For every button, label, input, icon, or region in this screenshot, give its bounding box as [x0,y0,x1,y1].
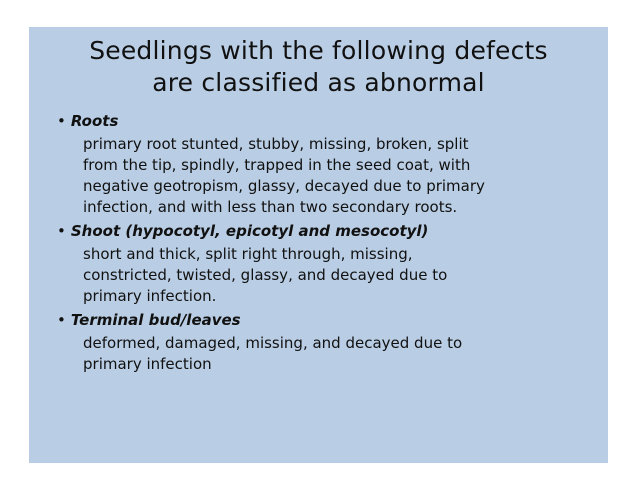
section-body [57,333,597,375]
section-roots [57,111,597,218]
section-heading [57,221,597,241]
body-line: from the tip, spindly, trapped in the seed coat, with [83,156,471,174]
bullet-icon: • [57,112,66,130]
title-line-2: are classified as abnormal [152,68,485,97]
bullet-icon: • [57,222,66,240]
heading-text: Roots [70,112,119,130]
body-line: primary root stunted, stubby, missing, broken, split [83,135,469,153]
slide [29,27,608,463]
bullet-list [57,111,597,378]
section-body [57,244,597,307]
section-shoot [57,221,597,307]
section-heading [57,310,597,330]
body-line: short and thick, split right through, missing, [83,245,413,263]
body-line: primary infection [83,355,212,373]
body-line: primary infection. [83,287,217,305]
heading-text: Terminal bud/leaves [70,311,241,329]
bullet-icon: • [57,311,66,329]
body-line: infection, and with less than two secondary roots. [83,198,458,216]
heading-text: Shoot (hypocotyl, epicotyl and mesocotyl) [70,222,429,240]
section-terminal-bud [57,310,597,375]
title-line-1: Seedlings with the following defects [89,36,548,65]
body-line: constricted, twisted, glassy, and decayed due to [83,266,448,284]
slide-title [29,35,608,99]
body-line: deformed, damaged, missing, and decayed due to [83,334,463,352]
body-line: negative geotropism, glassy, decayed due to primary [83,177,485,195]
section-body [57,134,597,218]
section-heading [57,111,597,131]
